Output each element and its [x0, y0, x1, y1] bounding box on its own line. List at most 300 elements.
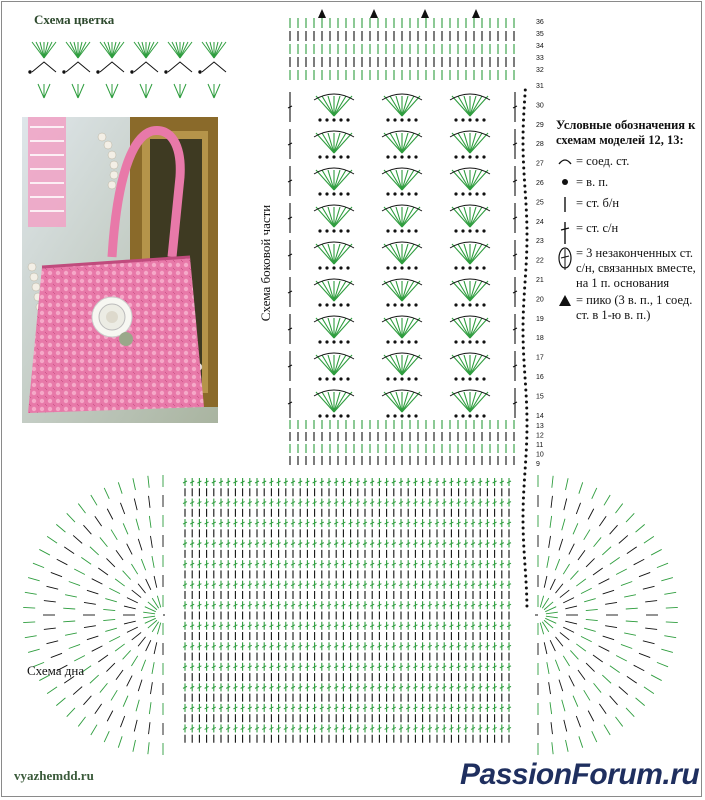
- radial-stitch: [92, 646, 103, 651]
- radial-stitch: [134, 720, 137, 732]
- chain-dot: [454, 266, 457, 269]
- chain-dot: [332, 229, 335, 232]
- chain-dot: [525, 593, 528, 596]
- radial-stitch: [624, 633, 636, 635]
- row-number: 33: [536, 55, 544, 62]
- chain-dot: [454, 340, 457, 343]
- chain-dot: [523, 479, 526, 482]
- radial-stitch: [661, 578, 673, 581]
- chain-dot: [524, 383, 527, 386]
- radial-stitch: [573, 523, 578, 534]
- radial-stitch: [115, 579, 125, 586]
- radial-stitch: [92, 579, 103, 584]
- radial-stitch: [107, 711, 113, 722]
- radial-stitch: [588, 509, 594, 520]
- radial-stitch: [616, 655, 627, 661]
- fan-stitch: [402, 392, 414, 412]
- chain-dot: [522, 137, 525, 140]
- fan-stitch: [334, 355, 346, 375]
- radial-stitch: [44, 601, 56, 602]
- radial-stitch: [146, 579, 151, 590]
- chain-dot: [414, 155, 417, 158]
- chain-dot: [393, 414, 396, 417]
- radial-stitch: [566, 478, 569, 490]
- radial-stitch: [69, 582, 80, 586]
- chain-dot: [339, 377, 342, 380]
- radial-stitch: [46, 641, 58, 644]
- chain-dot: [482, 229, 485, 232]
- radial-stitch: [103, 609, 115, 610]
- chain-dot: [339, 303, 342, 306]
- bottom-chart-title: Схема дна: [27, 663, 85, 678]
- chain-dot: [523, 563, 526, 566]
- chain-dot: [339, 118, 342, 121]
- chain-dot: [386, 118, 389, 121]
- chain-dot: [524, 467, 527, 470]
- radial-stitch: [138, 637, 145, 646]
- radial-stitch: [540, 623, 543, 635]
- radial-stitch: [643, 586, 655, 589]
- radial-stitch: [546, 612, 558, 614]
- radial-stitch: [104, 488, 109, 499]
- chain-dot: [525, 587, 528, 590]
- chain-dot: [525, 401, 528, 404]
- radial-stitch: [152, 662, 154, 674]
- chain-dot: [414, 192, 417, 195]
- chain-dot: [523, 293, 526, 296]
- chain-dot: [318, 266, 321, 269]
- radial-stitch: [626, 708, 634, 717]
- radial-stitch: [116, 550, 123, 560]
- fan-stitch: [458, 133, 470, 153]
- radial-stitch: [123, 571, 131, 580]
- radial-stitch: [562, 519, 565, 531]
- radial-stitch: [90, 675, 99, 683]
- chain-dot: [468, 340, 471, 343]
- fan-stitch: [458, 281, 470, 301]
- chain-dot: [325, 118, 328, 121]
- radial-stitch: [109, 588, 120, 593]
- chain-dot: [525, 395, 528, 398]
- chain-dot: [525, 599, 528, 602]
- chain-dot: [318, 229, 321, 232]
- radial-stitch: [555, 660, 559, 671]
- radial-stitch: [564, 720, 567, 732]
- chain-dot: [325, 377, 328, 380]
- radial-stitch: [592, 731, 597, 742]
- chain-dot: [332, 155, 335, 158]
- chain-dot: [522, 125, 525, 128]
- fan-stitch: [470, 96, 482, 116]
- radial-stitch: [626, 608, 638, 609]
- chain-dot: [522, 515, 525, 518]
- chain-dot: [468, 377, 471, 380]
- chain-dot: [523, 179, 526, 182]
- chain-dot: [522, 155, 525, 158]
- radial-stitch: [540, 596, 543, 608]
- radial-stitch: [138, 539, 142, 550]
- radial-stitch: [132, 590, 141, 597]
- fan-stitch: [334, 281, 346, 301]
- legend-text: = пико (3 в. п., 1 соед. ст. в 1-ю в. п.): [576, 293, 693, 322]
- radial-stitch: [581, 588, 592, 593]
- chain-dot: [400, 118, 403, 121]
- radial-stitch: [105, 599, 117, 602]
- radial-stitch: [588, 711, 594, 722]
- chain-dot: [468, 303, 471, 306]
- chain-dot: [407, 229, 410, 232]
- chain-dot: [346, 266, 349, 269]
- radial-stitch: [51, 653, 62, 657]
- chain-dot: [468, 414, 471, 417]
- row-number: 22: [536, 257, 544, 265]
- radial-stitch: [605, 602, 617, 604]
- chain-dot: [325, 266, 328, 269]
- chain-dot: [461, 303, 464, 306]
- chain-dot: [400, 155, 403, 158]
- chain-dot: [482, 340, 485, 343]
- chain-dot: [325, 192, 328, 195]
- chain-dot: [318, 192, 321, 195]
- chain-dot: [461, 266, 464, 269]
- radial-stitch: [664, 636, 676, 638]
- radial-stitch: [143, 612, 155, 614]
- radial-stitch: [28, 578, 40, 581]
- radial-stitch: [104, 731, 109, 742]
- radial-stitch: [616, 569, 627, 575]
- chain-dot: [461, 414, 464, 417]
- fan-stitch: [322, 355, 334, 375]
- radial-stitch: [149, 702, 151, 714]
- radial-stitch: [98, 655, 108, 662]
- chain-dot: [522, 545, 525, 548]
- chain-dot: [524, 275, 527, 278]
- radial-stitch: [547, 662, 549, 674]
- fan-stitch: [402, 318, 414, 338]
- radial-stitch: [586, 663, 594, 671]
- fan-stitch: [470, 244, 482, 264]
- radial-stitch: [544, 642, 547, 654]
- chain-dot: [325, 414, 328, 417]
- radial-stitch: [90, 547, 99, 555]
- radial-stitch: [46, 586, 58, 589]
- fan-stitch: [470, 392, 482, 412]
- radial-stitch: [91, 495, 97, 505]
- radial-stitch: [570, 571, 578, 580]
- chain-dot: [475, 266, 478, 269]
- chain-dot: [346, 303, 349, 306]
- chain-dot: [525, 449, 528, 452]
- chain-dot: [524, 269, 527, 272]
- radial-stitch: [592, 488, 597, 499]
- row-number: 14: [536, 412, 544, 420]
- row-number: 24: [536, 218, 544, 226]
- chain-dot: [414, 266, 417, 269]
- chain-dot: [523, 173, 526, 176]
- radial-stitch: [576, 503, 580, 514]
- radial-stitch: [116, 670, 123, 680]
- radial-stitch: [550, 516, 552, 528]
- radial-stitch: [569, 544, 574, 555]
- radial-stitch: [566, 740, 569, 752]
- radial-stitch: [25, 636, 37, 638]
- radial-stitch: [127, 598, 138, 603]
- radial-stitch: [63, 621, 75, 622]
- row-number: 10: [536, 451, 544, 459]
- radial-stitch: [619, 687, 628, 695]
- fan-stitch: [470, 281, 482, 301]
- side-chart-title-wrap: [253, 200, 273, 330]
- radial-stitch: [546, 616, 558, 618]
- radial-stitch: [44, 628, 56, 629]
- row-number: 11: [536, 442, 544, 449]
- chain-dot: [525, 581, 528, 584]
- radial-stitch: [594, 683, 602, 692]
- row-number: 36: [536, 19, 544, 26]
- picot-mark: [370, 9, 378, 18]
- chain-dot: [393, 340, 396, 343]
- radial-stitch: [610, 525, 618, 534]
- chain-dot: [454, 303, 457, 306]
- radial-stitch: [594, 537, 602, 546]
- chain-dot: [414, 340, 417, 343]
- chain-dot: [525, 263, 528, 266]
- row-number: 27: [536, 160, 544, 168]
- radial-stitch: [149, 516, 151, 528]
- chain-dot: [332, 340, 335, 343]
- radial-stitch: [552, 742, 553, 754]
- row-number: 19: [536, 315, 544, 323]
- radial-stitch: [118, 482, 122, 493]
- radial-stitch: [549, 536, 551, 548]
- radial-stitch: [555, 584, 562, 593]
- radial-stitch: [100, 683, 108, 692]
- radial-stitch: [593, 568, 603, 575]
- chain-dot: [386, 303, 389, 306]
- radial-stitch: [549, 682, 551, 694]
- fan-stitch: [390, 281, 402, 301]
- chain-dot: [400, 414, 403, 417]
- radial-stitch: [605, 626, 617, 628]
- fan-stitch: [390, 318, 402, 338]
- chain-dot: [332, 118, 335, 121]
- radial-stitch: [150, 682, 152, 694]
- chain-dot: [475, 192, 478, 195]
- picot-mark: [318, 9, 326, 18]
- chain-dot: [525, 437, 528, 440]
- radial-stitch: [124, 621, 136, 624]
- radial-stitch: [564, 498, 567, 510]
- radial-stitch: [157, 623, 160, 635]
- radial-stitch: [644, 536, 654, 543]
- radial-stitch: [136, 700, 139, 712]
- radial-stitch: [578, 670, 585, 680]
- watermark-left: vyazhemdd.ru: [14, 768, 94, 783]
- radial-stitch: [550, 579, 555, 590]
- chain-dot: [332, 377, 335, 380]
- radial-stitch: [634, 559, 645, 565]
- chain-dot: [522, 347, 525, 350]
- radial-stitch: [132, 632, 141, 639]
- chain-dot: [524, 197, 527, 200]
- chain-dot: [339, 266, 342, 269]
- radial-stitch: [87, 590, 98, 594]
- radial-stitch: [127, 676, 132, 687]
- chain-dot: [386, 340, 389, 343]
- chain-dot: [414, 303, 417, 306]
- row-number: 34: [536, 43, 544, 50]
- radial-stitch: [157, 596, 160, 608]
- picot-triangle-icon: [556, 293, 576, 308]
- chain-dot: [318, 414, 321, 417]
- chain-dot: [461, 377, 464, 380]
- chain-dot: [522, 353, 525, 356]
- radial-stitch: [47, 687, 57, 694]
- radial-stitch: [581, 636, 592, 641]
- chain-dot: [525, 221, 528, 224]
- radial-stitch: [579, 482, 583, 493]
- chain-dot: [525, 251, 528, 254]
- radial-stitch: [148, 476, 149, 488]
- radial-stitch: [552, 476, 553, 488]
- chain-dot: [393, 118, 396, 121]
- side-chart-title: Схема боковой части: [258, 204, 273, 322]
- chain-dot: [525, 419, 528, 422]
- chain-dot: [475, 303, 478, 306]
- row-number: 26: [536, 180, 544, 187]
- radial-stitch: [586, 558, 594, 566]
- chain-dot: [407, 303, 410, 306]
- chain-dot: [525, 257, 528, 260]
- chain-dot: [400, 340, 403, 343]
- legend-text: = 3 незаконченных ст. с/н, связанных вместе, на 1 п. основания: [576, 246, 696, 290]
- chain-dot: [386, 377, 389, 380]
- radial-stitch: [666, 622, 678, 623]
- radial-stitch: [565, 621, 577, 624]
- picot-mark: [472, 9, 480, 18]
- radial-stitch: [134, 498, 137, 510]
- fan-stitch: [470, 207, 482, 227]
- chain-dot: [522, 521, 525, 524]
- chain-dot: [318, 377, 321, 380]
- radial-stitch: [124, 606, 136, 609]
- radial-stitch: [610, 557, 620, 564]
- chain-dot: [525, 425, 528, 428]
- radial-stitch: [148, 742, 149, 754]
- chain-dot: [522, 305, 525, 308]
- radial-stitch: [593, 655, 603, 662]
- radial-stitch: [109, 636, 120, 641]
- fan-stitch: [322, 281, 334, 301]
- radial-stitch: [51, 572, 62, 576]
- radial-stitch: [586, 609, 598, 610]
- chain-dot: [525, 407, 528, 410]
- radial-stitch: [599, 516, 606, 526]
- radial-stitch: [636, 698, 645, 706]
- radial-stitch: [547, 556, 549, 568]
- chain-dot: [523, 551, 526, 554]
- radial-stitch: [563, 627, 574, 632]
- chain-dot: [407, 340, 410, 343]
- chain-dot: [522, 509, 525, 512]
- fan-stitch: [458, 170, 470, 190]
- fan-stitch: [334, 318, 346, 338]
- chain-dot: [461, 155, 464, 158]
- chain-dot: [318, 303, 321, 306]
- radial-stitch: [118, 736, 122, 747]
- radial-stitch: [69, 644, 80, 648]
- radial-stitch: [559, 680, 563, 691]
- radial-stitch: [123, 523, 128, 534]
- chain-dot: [525, 233, 528, 236]
- chain-dot: [525, 443, 528, 446]
- radial-stitch: [111, 690, 117, 700]
- radial-stitch: [106, 663, 114, 671]
- radial-stitch: [626, 621, 638, 622]
- chain-dot: [482, 414, 485, 417]
- chain-dot: [325, 155, 328, 158]
- chain-dot: [407, 155, 410, 158]
- chain-dot: [525, 227, 528, 230]
- radial-stitch: [550, 702, 552, 714]
- radial-stitch: [120, 716, 124, 727]
- radial-stitch: [131, 564, 137, 574]
- chain-dot: [524, 455, 527, 458]
- chain-dot: [522, 503, 525, 506]
- fan-stitch: [458, 96, 470, 116]
- chain-dot: [482, 303, 485, 306]
- chain-dot: [318, 155, 321, 158]
- radial-stitch: [584, 690, 590, 700]
- legend-text: = в. п.: [576, 175, 609, 189]
- row-number: 32: [536, 67, 544, 74]
- radial-stitch: [551, 496, 552, 508]
- cluster-icon: [556, 246, 576, 261]
- picot-mark: [421, 9, 429, 18]
- row-number: 23: [536, 238, 544, 246]
- radial-stitch: [645, 628, 657, 629]
- chain-dot: [522, 539, 525, 542]
- chain-dot: [454, 155, 457, 158]
- radial-stitch: [559, 539, 563, 550]
- radial-stitch: [615, 504, 622, 514]
- chain-dot: [522, 329, 525, 332]
- radial-stitch: [550, 640, 555, 651]
- fan-stitch: [470, 170, 482, 190]
- radial-stitch: [56, 524, 65, 532]
- chain-dot: [468, 266, 471, 269]
- radial-stitch: [604, 725, 610, 735]
- chain-dot: [525, 239, 528, 242]
- chain-dot: [393, 266, 396, 269]
- chain-dot: [386, 192, 389, 195]
- radial-stitch: [584, 530, 590, 540]
- chain-dot: [482, 377, 485, 380]
- chain-dot: [407, 118, 410, 121]
- chain-dot: [524, 281, 527, 284]
- radial-stitch: [73, 687, 82, 695]
- radial-stitch: [569, 676, 574, 687]
- radial-stitch: [627, 676, 637, 683]
- row-number: 28: [536, 141, 544, 149]
- fan-stitch: [390, 207, 402, 227]
- radial-stitch: [562, 700, 565, 712]
- radial-stitch: [95, 516, 102, 526]
- radial-stitch: [56, 698, 65, 706]
- chain-dot: [523, 95, 526, 98]
- fan-stitch: [458, 318, 470, 338]
- chain-dot: [524, 575, 527, 578]
